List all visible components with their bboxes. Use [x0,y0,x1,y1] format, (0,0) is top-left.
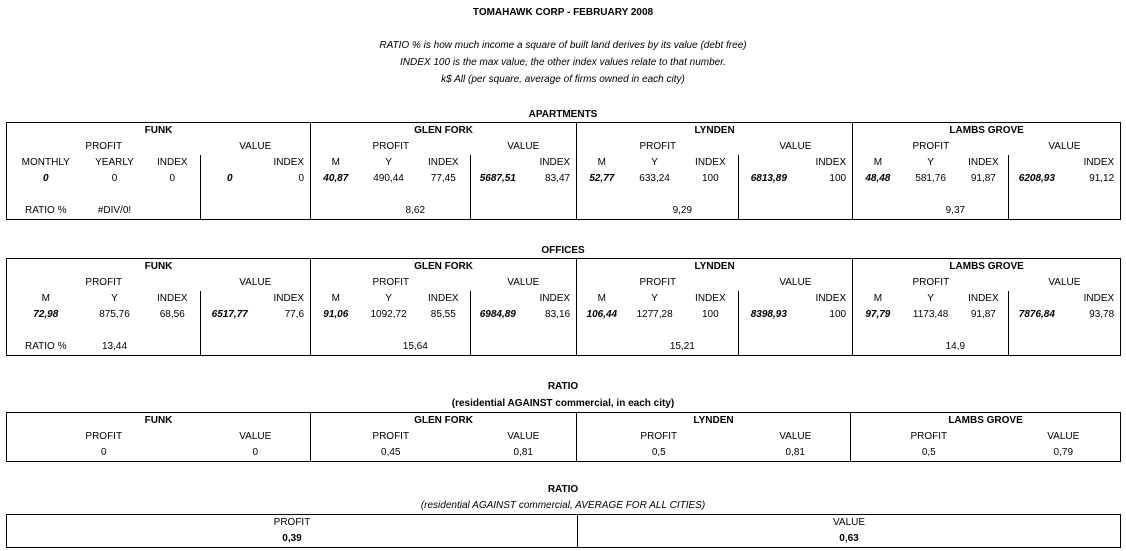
apt-lambs-y: 581,76 [915,173,946,184]
ratio-city-table [6,412,1121,462]
ratio-city-glen-fork: GLEN FORK [311,413,577,430]
off-col-m: M [853,291,903,307]
off-col-y: Y [927,293,934,304]
off-lambs-ratio: 14,9 [945,341,966,352]
off-lynden-profit-label: PROFIT [577,275,739,291]
ratio-city-title: RATIO [547,381,579,392]
off-col-value-index: INDEX [815,293,847,304]
off-glen-ratio: 15,64 [402,341,428,352]
off-col-m: M [41,293,50,304]
apt-funk-y: 0 [111,173,118,184]
apt-col-y: Y [385,157,392,168]
apt-col-value-index: INDEX [1083,157,1115,168]
offices-table [6,258,1121,356]
ratio-avg-table [6,514,1121,548]
note-units: k$ All (per square, average of firms owned in each city) [441,74,685,85]
off-lambs-vidx: 93,78 [1089,309,1115,320]
off-lambs-profit-label: PROFIT [853,275,1009,291]
apt-lynden-ratio: 9,29 [672,205,693,216]
ratio-city-lambs-grove: LAMBS GROVE [851,413,1121,430]
apt-col-index: INDEX [968,157,999,168]
off-lambs-value: 7876,84 [1009,307,1065,323]
apt-lynden-profit-label: PROFIT [577,139,739,155]
apt-col-m: M [853,155,903,171]
ratio-city-funk: FUNK [144,415,173,426]
off-glen-y: 1092,72 [370,309,407,320]
note-ratio: RATIO % is how much income a square of built land derives by its value (debt free) [379,40,747,51]
off-lynden-m: 106,44 [577,307,627,323]
apt-city-funk: FUNK [144,125,173,136]
apt-lynden-vidx: 100 [829,173,847,184]
off-lambs-pidx: 91,87 [970,309,996,320]
off-lambs-y: 1173,48 [912,309,949,320]
off-city-funk: FUNK [144,261,173,272]
ratio-lynden-value: 0,81 [785,447,805,458]
apt-lambs-pidx: 91,87 [970,173,996,184]
apt-lambs-ratio: 9,37 [945,205,966,216]
apt-col-value-index: INDEX [815,157,847,168]
apt-col-index: INDEX [695,157,726,168]
off-glen-value: 6984,89 [471,307,525,323]
apt-col-m: M [311,155,361,171]
off-col-y: Y [111,293,118,304]
apt-col-value-index: INDEX [539,157,571,168]
off-lynden-pidx: 100 [701,309,719,320]
off-funk-value-label: VALUE [239,277,272,288]
note-index: INDEX 100 is the max value, the other index values relate to that number. [400,57,726,68]
ratio-avg-profit-label: PROFIT [273,517,311,528]
ratio-funk-value: 0 [252,447,259,458]
apt-lambs-value: 6208,93 [1009,171,1065,187]
apt-funk-pidx: 0 [169,173,176,184]
apartments-title: APARTMENTS [528,109,598,120]
apt-lynden-value: 6813,89 [739,171,799,187]
off-col-value-index: INDEX [539,293,571,304]
apt-city-lynden: LYNDEN [577,123,853,140]
ratio-avg-profit: 0,39 [282,533,302,544]
apt-col-index: INDEX [428,157,459,168]
ratio-avg-value-label: VALUE [578,515,1121,532]
apt-col-monthly: MONTHLY [21,157,70,168]
ratio-city-lynden: LYNDEN [577,413,851,430]
ratio-funk-profit: 0 [100,447,107,458]
apt-glen-value-label: VALUE [507,141,540,152]
ratio-avg-value: 0,63 [578,531,1121,548]
apt-col-value-index: INDEX [273,157,305,168]
off-lynden-y: 1277,28 [636,309,673,320]
apt-glen-vidx: 83,47 [545,173,571,184]
ratio-avg-subtitle: (residential AGAINST commercial, AVERAGE FOR ALL CITIES) [420,500,706,511]
off-col-index: INDEX [428,293,459,304]
apt-lynden-value-label: VALUE [779,141,812,152]
apt-glen-pidx: 77,45 [430,173,456,184]
off-col-y: Y [651,293,658,304]
off-city-glen-fork: GLEN FORK [311,259,577,276]
off-funk-pidx: 68,56 [159,309,185,320]
off-lynden-value-label: VALUE [779,277,812,288]
apt-lambs-vidx: 91,12 [1089,173,1115,184]
apt-funk-value: 0 [201,171,259,187]
ratio-lambs-value-label: VALUE [1047,431,1080,442]
apt-lynden-m: 52,77 [577,171,627,187]
apt-funk-vidx: 0 [298,173,305,184]
off-lambs-m: 97,79 [853,307,903,323]
ratio-glen-profit: 0,45 [311,445,471,462]
ratio-lynden-profit: 0,5 [577,445,741,462]
apt-col-y: Y [927,157,934,168]
apt-lynden-pidx: 100 [701,173,719,184]
off-funk-m: 72,98 [33,309,59,320]
apt-col-y: Y [651,157,658,168]
ratio-avg-title: RATIO [547,484,579,495]
page-title: TOMAHAWK CORP - FEBRUARY 2008 [472,7,654,18]
apt-city-lambs-grove: LAMBS GROVE [853,123,1121,140]
off-col-m: M [577,291,627,307]
apt-lambs-profit-label: PROFIT [853,139,1009,155]
ratio-lambs-profit: 0,5 [851,445,1007,462]
off-city-lambs-grove: LAMBS GROVE [853,259,1121,276]
apt-col-m: M [577,155,627,171]
apt-lynden-y: 633,24 [639,173,670,184]
off-ratio-label: RATIO % [25,341,67,352]
off-col-m: M [311,291,361,307]
ratio-lynden-profit-label: PROFIT [577,429,741,445]
ratio-city-subtitle: (residential AGAINST commercial, in each city) [451,398,675,409]
off-funk-vidx: 77,6 [284,309,305,320]
apt-lambs-m: 48,48 [853,171,903,187]
apt-glen-profit-label: PROFIT [311,139,471,155]
apt-glen-m: 40,87 [311,171,361,187]
off-city-lynden: LYNDEN [577,259,853,276]
apt-city-glen-fork: GLEN FORK [311,123,577,140]
ratio-glen-value: 0,81 [513,447,533,458]
off-lynden-ratio: 15,21 [669,341,695,352]
off-col-index: INDEX [156,293,188,304]
apt-funk-value-label: VALUE [239,141,272,152]
off-col-value-index: INDEX [273,293,305,304]
apt-glen-y: 490,44 [373,173,404,184]
off-funk-y: 875,76 [99,309,130,320]
apt-lambs-value-label: VALUE [1048,141,1081,152]
off-col-index: INDEX [968,293,999,304]
ratio-glen-profit-label: PROFIT [311,429,471,445]
off-col-value-index: INDEX [1083,293,1115,304]
ratio-lynden-value-label: VALUE [779,431,812,442]
ratio-lambs-profit-label: PROFIT [851,429,1007,445]
apt-glen-ratio: 8,62 [405,205,426,216]
off-glen-profit-label: PROFIT [311,275,471,291]
off-funk-ratio: 13,44 [101,341,128,352]
ratio-funk-value-label: VALUE [239,431,272,442]
apt-funk-profit-label: PROFIT [85,141,123,152]
off-funk-value: 6517,77 [201,307,259,323]
apt-ratio-label: RATIO % [25,205,67,216]
ratio-glen-value-label: VALUE [507,431,540,442]
off-glen-m: 91,06 [311,307,361,323]
off-col-y: Y [385,293,392,304]
off-lynden-value: 8398,93 [739,307,799,323]
apt-col-yearly: YEARLY [95,157,134,168]
apt-funk-m: 0 [42,173,49,184]
ratio-lambs-value: 0,79 [1053,447,1074,458]
off-glen-vidx: 83,16 [545,309,571,320]
apt-funk-ratio: #DIV/0! [97,205,132,216]
ratio-funk-profit-label: PROFIT [85,431,123,442]
apt-col-index: INDEX [156,157,188,168]
off-funk-profit-label: PROFIT [85,277,123,288]
off-lynden-vidx: 100 [829,309,847,320]
off-col-index: INDEX [695,293,726,304]
off-lambs-value-label: VALUE [1048,277,1081,288]
apt-glen-value: 5687,51 [471,171,525,187]
off-glen-value-label: VALUE [507,277,540,288]
off-glen-pidx: 85,55 [430,309,456,320]
apartments-table [6,122,1121,220]
offices-title: OFFICES [541,245,585,256]
